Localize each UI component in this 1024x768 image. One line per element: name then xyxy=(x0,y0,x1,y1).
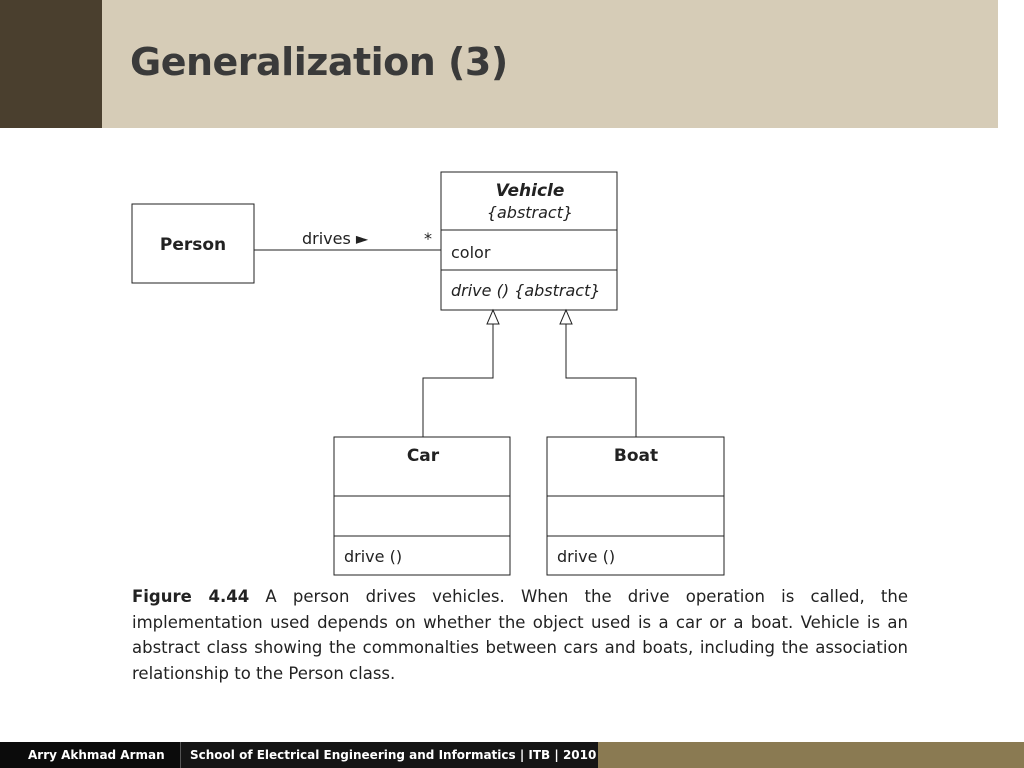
footer-accent-band xyxy=(598,742,1024,768)
footer-institution: School of Electrical Engineering and Informatics | ITB | 2010 xyxy=(190,748,597,762)
boat-class-name: Boat xyxy=(613,446,659,466)
footer-author: Arry Akhmad Arman xyxy=(28,748,165,762)
vehicle-operation: drive () {abstract} xyxy=(451,281,601,300)
association-multiplicity: * xyxy=(424,229,432,248)
vehicle-class xyxy=(441,172,617,310)
boat-class xyxy=(547,437,724,575)
association-label: drives ► xyxy=(302,229,369,248)
vehicle-stereotype: {abstract} xyxy=(486,203,574,222)
drives-association xyxy=(254,229,441,250)
vehicle-attribute: color xyxy=(451,243,491,262)
generalization-car xyxy=(423,310,499,437)
figure-caption-text: A person drives vehicles. When the drive operation is called, the implementation used depends on whether the object used is a car or a boat. Vehicle is an abstract class showing the commonalties between cars and boats, including the association relationship to the Person class. xyxy=(132,587,908,683)
boat-operation: drive () xyxy=(557,547,616,566)
figure-caption xyxy=(132,584,908,686)
generalization-arrowhead xyxy=(560,310,572,324)
generalization-boat xyxy=(560,310,636,437)
person-class xyxy=(132,204,254,283)
car-class xyxy=(334,437,510,575)
person-class-name: Person xyxy=(159,235,227,255)
vehicle-class-name: Vehicle xyxy=(495,181,565,201)
generalization-arrowhead xyxy=(487,310,499,324)
figure-label: Figure 4.44 xyxy=(132,587,250,606)
car-operation: drive () xyxy=(344,547,403,566)
car-class-name: Car xyxy=(406,446,440,466)
slide-title: Generalization (3) xyxy=(130,40,508,84)
